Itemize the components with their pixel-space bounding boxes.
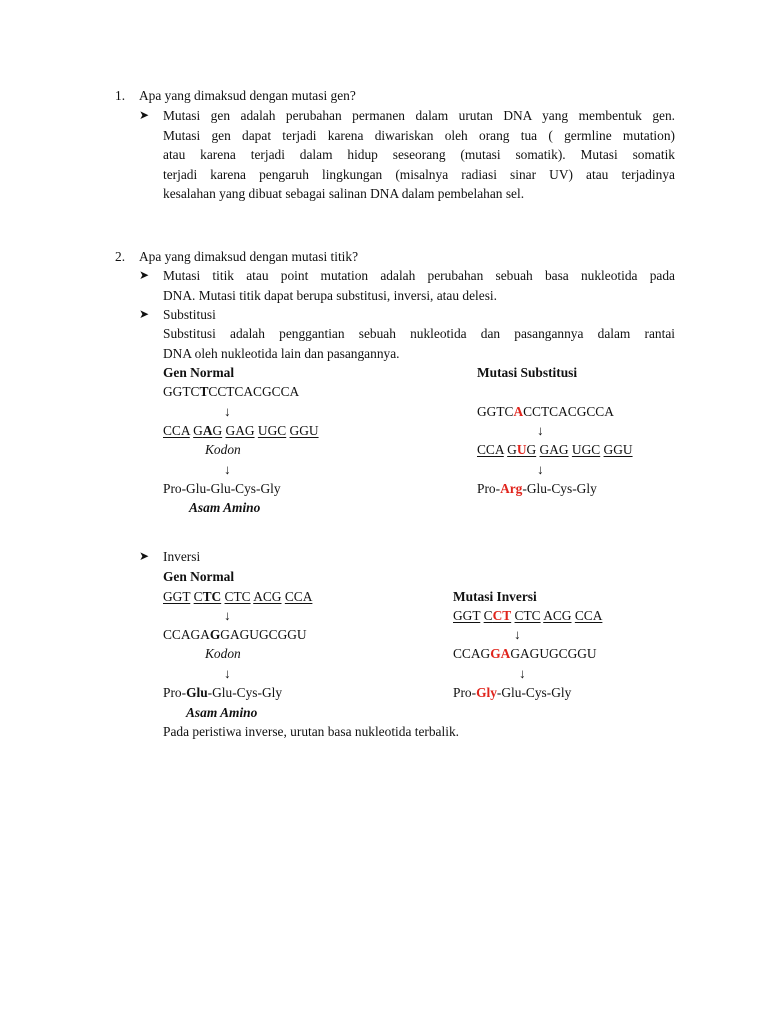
down-arrow-icon: ↓: [537, 462, 544, 477]
substitusi-desc-line: DNA oleh nukleotida lain dan pasangannya.: [163, 345, 400, 361]
q2-number: 2.: [115, 249, 126, 264]
inversi-normal-rna: CCAGAGGAGUGCGGU: [163, 627, 307, 642]
down-arrow-icon: ↓: [224, 404, 231, 419]
substitusi-normal-title: Gen Normal: [163, 365, 235, 380]
q1-question: Apa yang dimaksud dengan mutasi gen?: [139, 88, 356, 103]
substitusi-normal-amino: Pro-Glu-Glu-Cys-Gly: [163, 481, 281, 496]
substitusi-normal-codons: CCA GAG GAG UGC GGU: [163, 423, 319, 438]
inversi-mutant-rna: CCAGGAGAGUGCGGU: [453, 646, 597, 661]
q2-question: Apa yang dimaksud dengan mutasi titik?: [139, 249, 359, 264]
down-arrow-icon: ↓: [514, 627, 521, 642]
inversi-normal-title: Gen Normal: [163, 569, 235, 584]
kodon-label: Kodon: [205, 442, 241, 457]
q1-answer-line: Mutasi gen dapat terjadi karena diwariskan oleh orang tua ( germline mutation): [163, 127, 675, 143]
q2-answer-line: Mutasi titik atau point mutation adalah perubahan sebuah basa nukleotida pada: [163, 268, 675, 283]
arrowhead-bullet-icon: ➤: [139, 549, 150, 563]
inversi-normal-amino: Pro-Glu-Glu-Cys-Gly: [163, 685, 283, 700]
q2-answer-line: DNA. Mutasi titik dapat berupa substitusi, inversi, atau delesi.: [163, 287, 497, 303]
q1-answer-line: Mutasi gen adalah perubahan permanen dalam urutan DNA yang membentuk gen.: [163, 108, 675, 123]
down-arrow-icon: ↓: [224, 666, 231, 681]
inversi-normal-dna: GGT CTC CTC ACG CCA: [163, 589, 313, 604]
q2-answer: [163, 266, 675, 305]
asam-amino-label: Asam Amino: [189, 500, 261, 515]
q1-number: 1.: [115, 88, 126, 103]
substitusi-description: [163, 324, 675, 363]
down-arrow-icon: ↓: [224, 462, 231, 477]
substitusi-mutant-amino: Pro-Arg-Glu-Cys-Gly: [477, 481, 597, 496]
inversi-mutant-dna: GGT CCT CTC ACG CCA: [453, 608, 603, 623]
inversi-mutant-amino: Pro-Gly-Glu-Cys-Gly: [453, 685, 572, 700]
q1-answer-line: atau karena terjadi dalam hidup seseorang (mutasi somatik). Mutasi somatik: [163, 147, 675, 162]
q1-answer-line: terjadi karena pengaruh lingkungan (misalnya radiasi sinar UV) atau terjadinya: [163, 166, 675, 182]
substitusi-desc-line: Substitusi adalah penggantian sebuah nukleotida dan pasangannya dalam rantai: [163, 326, 675, 341]
arrowhead-bullet-icon: ➤: [139, 307, 150, 321]
asam-amino-label: Asam Amino: [186, 705, 258, 720]
down-arrow-icon: ↓: [519, 666, 526, 681]
kodon-label: Kodon: [205, 646, 241, 661]
q1-answer-line: kesalahan yang dibuat sebagai salinan DNA dalam pembelahan sel.: [163, 186, 525, 201]
inversi-mutant-title: Mutasi Inversi: [453, 589, 537, 604]
substitusi-normal-dna: GGTCTCCTCACGCCA: [163, 384, 300, 399]
substitusi-mutant-title: Mutasi Substitusi: [477, 365, 578, 380]
down-arrow-icon: ↓: [537, 423, 544, 438]
substitusi-mutant-codons: CCA GUG GAG UGC GGU: [477, 442, 633, 457]
arrowhead-bullet-icon: ➤: [139, 108, 150, 122]
inversi-note: Pada peristiwa inverse, urutan basa nukleotida terbalik.: [163, 724, 459, 739]
arrowhead-bullet-icon: ➤: [139, 268, 150, 282]
q1-answer: [163, 106, 675, 204]
substitusi-mutant-dna: GGTCACCTCACGCCA: [477, 404, 614, 419]
down-arrow-icon: ↓: [224, 608, 231, 623]
inversi-heading: Inversi: [163, 549, 201, 564]
substitusi-heading: Substitusi: [163, 307, 216, 322]
